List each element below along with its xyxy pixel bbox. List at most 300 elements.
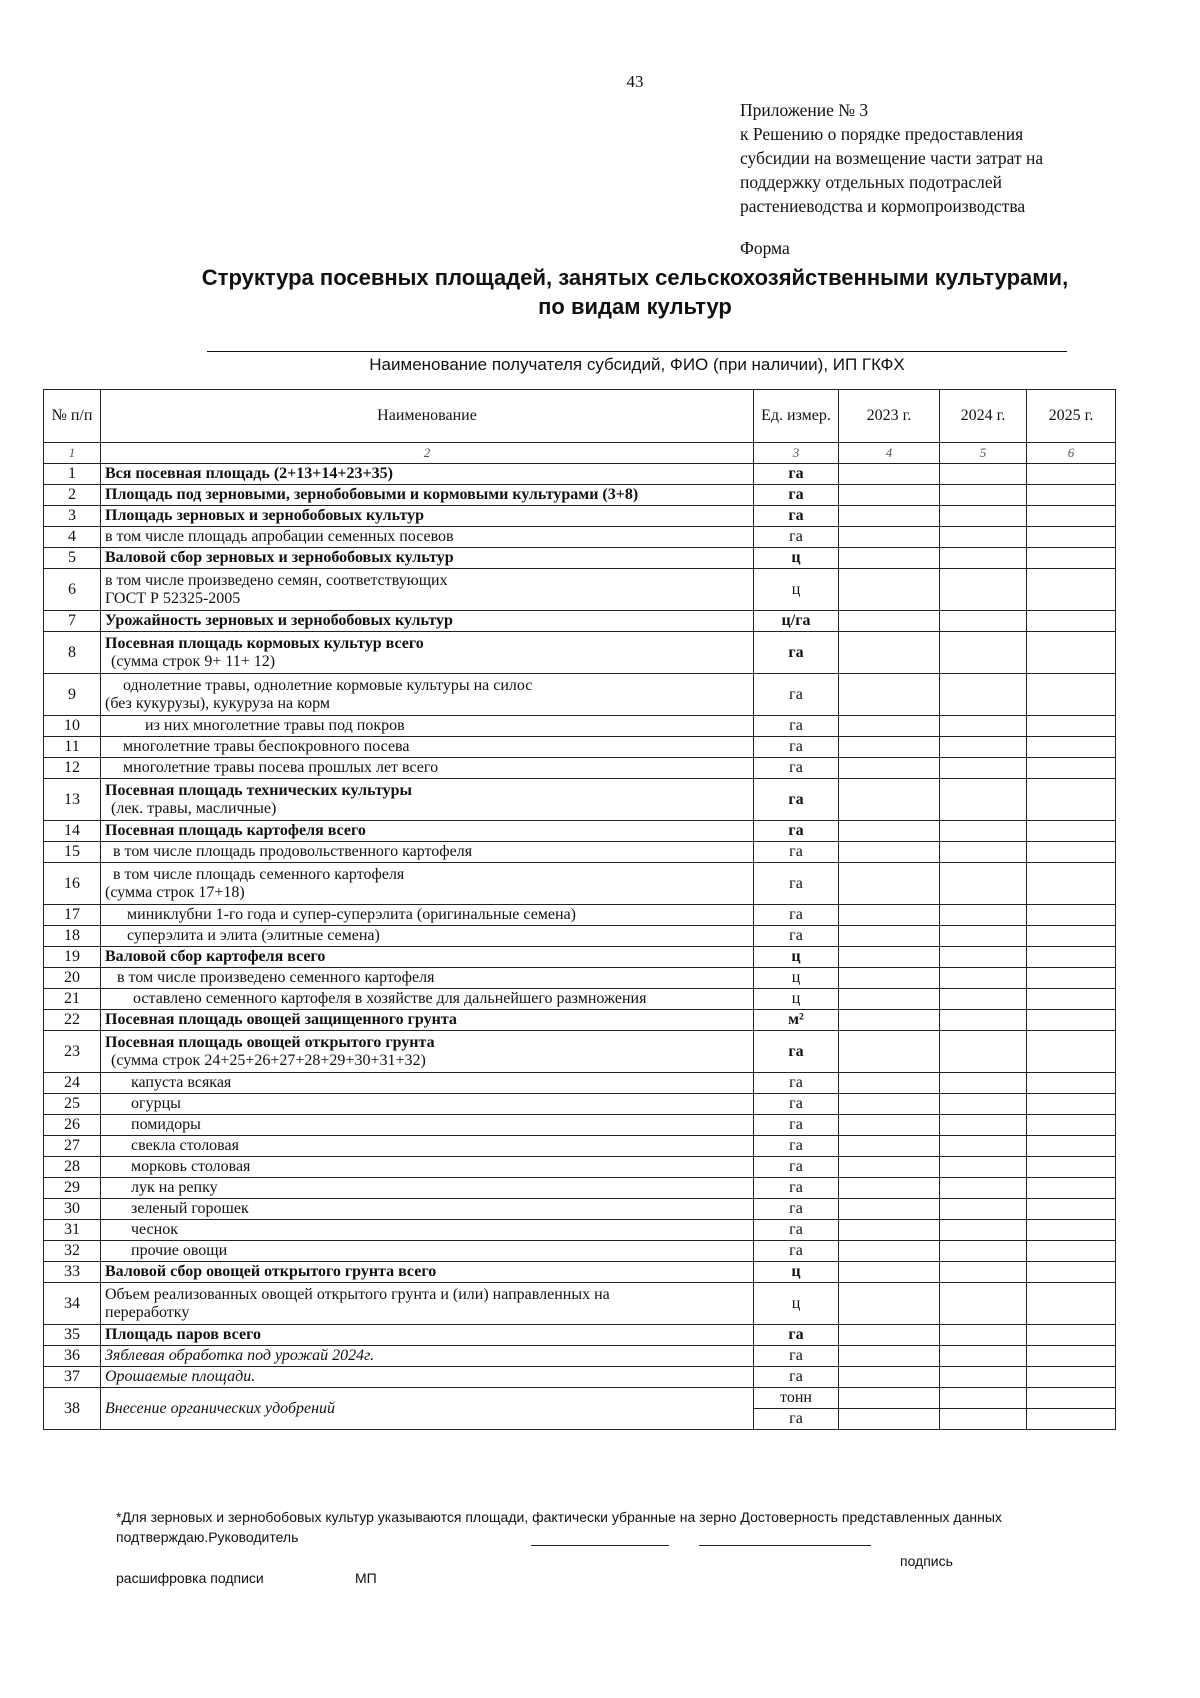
value-cell-2024[interactable] bbox=[940, 716, 1027, 737]
row-name: зеленый горошек bbox=[131, 1200, 249, 1217]
value-cell-2025[interactable] bbox=[1027, 1388, 1116, 1409]
row-name-cell bbox=[101, 758, 754, 779]
row-unit: га bbox=[754, 485, 839, 506]
value-cell-2025[interactable] bbox=[1027, 779, 1116, 821]
value-cell-2023[interactable] bbox=[839, 863, 940, 905]
value-cell-2023[interactable] bbox=[839, 1220, 940, 1241]
value-cell-2025[interactable] bbox=[1027, 506, 1116, 527]
value-cell-2025[interactable] bbox=[1027, 464, 1116, 485]
table-row bbox=[44, 926, 1116, 947]
column-number: 3 bbox=[754, 443, 839, 464]
value-cell-2023[interactable] bbox=[839, 737, 940, 758]
row-unit: га bbox=[754, 737, 839, 758]
value-cell-2023[interactable] bbox=[839, 926, 940, 947]
row-name: Посевная площадь картофеля всего bbox=[105, 822, 366, 839]
row-number: 21 bbox=[44, 989, 101, 1010]
header-2024: 2024 г. bbox=[940, 390, 1027, 443]
value-cell-2025[interactable] bbox=[1027, 569, 1116, 611]
row-name: лук на репку bbox=[131, 1179, 218, 1196]
value-cell-2024[interactable] bbox=[940, 632, 1027, 674]
row-name-cell bbox=[101, 1262, 754, 1283]
sown-areas-table bbox=[43, 389, 1116, 1430]
row-name-cell bbox=[101, 1010, 754, 1031]
table-row bbox=[44, 1094, 1116, 1115]
row-unit: га bbox=[754, 1136, 839, 1157]
value-cell-2025[interactable] bbox=[1027, 1367, 1116, 1388]
value-cell-2023[interactable] bbox=[839, 1409, 940, 1430]
row-name: помидоры bbox=[131, 1116, 201, 1133]
value-cell-2024[interactable] bbox=[940, 1241, 1027, 1262]
value-cell-2024[interactable] bbox=[940, 548, 1027, 569]
row-number: 19 bbox=[44, 947, 101, 968]
value-cell-2023[interactable] bbox=[839, 716, 940, 737]
header-2023: 2023 г. bbox=[839, 390, 940, 443]
value-cell-2023[interactable] bbox=[839, 1136, 940, 1157]
row-number: 25 bbox=[44, 1094, 101, 1115]
value-cell-2023[interactable] bbox=[839, 1157, 940, 1178]
table-row bbox=[44, 821, 1116, 842]
row-number: 33 bbox=[44, 1262, 101, 1283]
row-number: 11 bbox=[44, 737, 101, 758]
value-cell-2025[interactable] bbox=[1027, 842, 1116, 863]
value-cell-2024[interactable] bbox=[940, 779, 1027, 821]
header-no: № п/п bbox=[44, 390, 101, 443]
column-number: 4 bbox=[839, 443, 940, 464]
row-number: 12 bbox=[44, 758, 101, 779]
value-cell-2024[interactable] bbox=[940, 1346, 1027, 1367]
table-row bbox=[44, 569, 1116, 611]
value-cell-2024[interactable] bbox=[940, 569, 1027, 611]
table-row bbox=[44, 632, 1116, 674]
table-row bbox=[44, 1073, 1116, 1094]
row-unit: га bbox=[754, 527, 839, 548]
row-number: 34 bbox=[44, 1283, 101, 1325]
value-cell-2025[interactable] bbox=[1027, 737, 1116, 758]
table-row bbox=[44, 464, 1116, 485]
table-row bbox=[44, 1346, 1116, 1367]
value-cell-2025[interactable] bbox=[1027, 968, 1116, 989]
value-cell-2024[interactable] bbox=[940, 506, 1027, 527]
value-cell-2024[interactable] bbox=[940, 863, 1027, 905]
row-name: морковь столовая bbox=[131, 1158, 251, 1175]
row-name: Валовой сбор зерновых и зернобобовых культур bbox=[105, 549, 454, 566]
value-cell-2023[interactable] bbox=[839, 1094, 940, 1115]
header-2025: 2025 г. bbox=[1027, 390, 1116, 443]
row-name: в том числе произведено семян, соответствующих bbox=[105, 571, 448, 589]
row-name-cell bbox=[101, 737, 754, 758]
value-cell-2025[interactable] bbox=[1027, 1115, 1116, 1136]
table-row bbox=[44, 1199, 1116, 1220]
row-unit: га bbox=[754, 926, 839, 947]
row-unit: га bbox=[754, 1346, 839, 1367]
row-name: Посевная площадь овощей открытого грунта bbox=[105, 1033, 435, 1051]
row-unit: ц bbox=[754, 947, 839, 968]
row-name-cell bbox=[101, 779, 754, 821]
value-cell-2025[interactable] bbox=[1027, 1178, 1116, 1199]
value-cell-2023[interactable] bbox=[839, 1241, 940, 1262]
row-number: 28 bbox=[44, 1157, 101, 1178]
table-row bbox=[44, 485, 1116, 506]
row-number: 27 bbox=[44, 1136, 101, 1157]
value-cell-2023[interactable] bbox=[839, 548, 940, 569]
value-cell-2024[interactable] bbox=[940, 821, 1027, 842]
row-number: 17 bbox=[44, 905, 101, 926]
row-name-cell bbox=[101, 1346, 754, 1367]
row-name: в том числе площадь апробации семенных посевов bbox=[105, 528, 454, 545]
row-number: 24 bbox=[44, 1073, 101, 1094]
row-number: 30 bbox=[44, 1199, 101, 1220]
row-name: Площадь паров всего bbox=[105, 1326, 261, 1343]
row-unit: га bbox=[754, 1241, 839, 1262]
value-cell-2025[interactable] bbox=[1027, 1157, 1116, 1178]
row-unit: ц bbox=[754, 989, 839, 1010]
value-cell-2025[interactable] bbox=[1027, 1241, 1116, 1262]
row-name: Валовой сбор картофеля всего bbox=[105, 948, 326, 965]
row-name-cell bbox=[101, 611, 754, 632]
table-row bbox=[44, 716, 1116, 737]
row-name: прочие овощи bbox=[131, 1242, 228, 1259]
row-name: огурцы bbox=[131, 1095, 181, 1112]
value-cell-2025[interactable] bbox=[1027, 905, 1116, 926]
row-name: однолетние травы, однолетние кормовые культуры на силос bbox=[123, 676, 533, 694]
table-row bbox=[44, 989, 1116, 1010]
table-row bbox=[44, 1388, 1116, 1409]
row-name-continued: (лек. травы, масличные) bbox=[111, 799, 277, 817]
row-number: 37 bbox=[44, 1367, 101, 1388]
value-cell-2023[interactable] bbox=[839, 1346, 940, 1367]
column-number: 5 bbox=[940, 443, 1027, 464]
value-cell-2025[interactable] bbox=[1027, 1031, 1116, 1073]
row-number: 23 bbox=[44, 1031, 101, 1073]
value-cell-2024[interactable] bbox=[940, 905, 1027, 926]
row-name-cell bbox=[101, 905, 754, 926]
row-unit: га bbox=[754, 1094, 839, 1115]
value-cell-2023[interactable] bbox=[839, 905, 940, 926]
row-name-continued: переработку bbox=[105, 1303, 190, 1321]
signature-label: подпись bbox=[900, 1553, 953, 1569]
row-name: Вся посевная площадь (2+13+14+23+35) bbox=[105, 465, 393, 482]
row-name-cell bbox=[101, 947, 754, 968]
value-cell-2024[interactable] bbox=[940, 1409, 1027, 1430]
value-cell-2023[interactable] bbox=[839, 1073, 940, 1094]
row-name-cell bbox=[101, 1094, 754, 1115]
column-number: 1 bbox=[44, 443, 101, 464]
row-unit: га bbox=[754, 1073, 839, 1094]
table-row bbox=[44, 968, 1116, 989]
row-unit: га bbox=[754, 1115, 839, 1136]
value-cell-2023[interactable] bbox=[839, 1388, 940, 1409]
row-number: 26 bbox=[44, 1115, 101, 1136]
row-number: 2 bbox=[44, 485, 101, 506]
row-name-cell bbox=[101, 926, 754, 947]
row-number: 36 bbox=[44, 1346, 101, 1367]
value-cell-2025[interactable] bbox=[1027, 674, 1116, 716]
row-unit: га bbox=[754, 821, 839, 842]
value-cell-2024[interactable] bbox=[940, 1010, 1027, 1031]
value-cell-2024[interactable] bbox=[940, 1220, 1027, 1241]
table-row bbox=[44, 905, 1116, 926]
row-name-cell bbox=[101, 1367, 754, 1388]
value-cell-2024[interactable] bbox=[940, 926, 1027, 947]
table-row bbox=[44, 1367, 1116, 1388]
row-unit: га bbox=[754, 1409, 839, 1430]
value-cell-2025[interactable] bbox=[1027, 527, 1116, 548]
table-row bbox=[44, 1115, 1116, 1136]
row-name-continued: (сумма строк 9+ 11+ 12) bbox=[111, 652, 276, 670]
value-cell-2025[interactable] bbox=[1027, 758, 1116, 779]
row-name-cell bbox=[101, 1199, 754, 1220]
row-unit: га bbox=[754, 716, 839, 737]
value-cell-2023[interactable] bbox=[839, 1199, 940, 1220]
row-unit: га bbox=[754, 1031, 839, 1073]
value-cell-2024[interactable] bbox=[940, 1262, 1027, 1283]
table-row bbox=[44, 758, 1116, 779]
value-cell-2023[interactable] bbox=[839, 758, 940, 779]
row-name: Урожайность зерновых и зернобобовых культур bbox=[105, 612, 453, 629]
row-name: многолетние травы беспокровного посева bbox=[123, 738, 410, 755]
table-row bbox=[44, 506, 1116, 527]
value-cell-2023[interactable] bbox=[839, 674, 940, 716]
value-cell-2025[interactable] bbox=[1027, 716, 1116, 737]
row-name: оставлено семенного картофеля в хозяйстве для дальнейшего размножения bbox=[133, 990, 647, 1007]
row-name-cell bbox=[101, 863, 754, 905]
value-cell-2025[interactable] bbox=[1027, 1094, 1116, 1115]
value-cell-2025[interactable] bbox=[1027, 632, 1116, 674]
table-row bbox=[44, 1220, 1116, 1241]
table-row bbox=[44, 1262, 1116, 1283]
value-cell-2023[interactable] bbox=[839, 779, 940, 821]
value-cell-2023[interactable] bbox=[839, 464, 940, 485]
row-name-cell bbox=[101, 1220, 754, 1241]
value-cell-2023[interactable] bbox=[839, 527, 940, 548]
row-name-cell bbox=[101, 674, 754, 716]
row-name-cell bbox=[101, 485, 754, 506]
table-row bbox=[44, 779, 1116, 821]
row-name: Посевная площадь кормовых культур всего bbox=[105, 634, 424, 652]
table-row bbox=[44, 1325, 1116, 1346]
value-cell-2025[interactable] bbox=[1027, 1136, 1116, 1157]
value-cell-2023[interactable] bbox=[839, 506, 940, 527]
row-name-cell bbox=[101, 821, 754, 842]
row-name: в том числе площадь семенного картофеля bbox=[113, 865, 405, 883]
value-cell-2025[interactable] bbox=[1027, 1220, 1116, 1241]
signature-decode-line[interactable] bbox=[699, 1545, 871, 1546]
row-name: Посевная площадь овощей защищенного грунта bbox=[105, 1011, 457, 1028]
row-name-cell bbox=[101, 1115, 754, 1136]
row-number: 35 bbox=[44, 1325, 101, 1346]
row-unit: ц bbox=[754, 1283, 839, 1325]
value-cell-2025[interactable] bbox=[1027, 989, 1116, 1010]
value-cell-2024[interactable] bbox=[940, 485, 1027, 506]
recipient-input-line[interactable] bbox=[207, 351, 1067, 352]
row-number: 22 bbox=[44, 1010, 101, 1031]
appendix-line: растениеводства и кормопроизводства bbox=[740, 196, 1026, 216]
row-number: 20 bbox=[44, 968, 101, 989]
value-cell-2024[interactable] bbox=[940, 611, 1027, 632]
row-unit: га bbox=[754, 674, 839, 716]
value-cell-2024[interactable] bbox=[940, 464, 1027, 485]
value-cell-2024[interactable] bbox=[940, 1178, 1027, 1199]
table-row bbox=[44, 1241, 1116, 1262]
row-name-cell bbox=[101, 716, 754, 737]
row-name-cell bbox=[101, 989, 754, 1010]
row-name-cell bbox=[101, 1157, 754, 1178]
value-cell-2025[interactable] bbox=[1027, 1199, 1116, 1220]
value-cell-2025[interactable] bbox=[1027, 1409, 1116, 1430]
table-row bbox=[44, 1178, 1116, 1199]
row-number: 3 bbox=[44, 506, 101, 527]
page-number: 43 bbox=[626, 72, 644, 91]
value-cell-2023[interactable] bbox=[839, 968, 940, 989]
value-cell-2023[interactable] bbox=[839, 1178, 940, 1199]
row-unit: га bbox=[754, 863, 839, 905]
row-number: 29 bbox=[44, 1178, 101, 1199]
signature-decode-label: расшифровка подписи bbox=[116, 1570, 264, 1586]
value-cell-2023[interactable] bbox=[839, 1283, 940, 1325]
row-name: Зяблевая обработка под урожай 2024г. bbox=[105, 1347, 375, 1364]
row-unit: га bbox=[754, 758, 839, 779]
row-name: капуста всякая bbox=[131, 1074, 232, 1091]
stamp-label: МП bbox=[355, 1570, 377, 1586]
value-cell-2024[interactable] bbox=[940, 1115, 1027, 1136]
row-number: 9 bbox=[44, 674, 101, 716]
value-cell-2023[interactable] bbox=[839, 989, 940, 1010]
value-cell-2023[interactable] bbox=[839, 842, 940, 863]
value-cell-2023[interactable] bbox=[839, 947, 940, 968]
value-cell-2024[interactable] bbox=[940, 1031, 1027, 1073]
row-number: 14 bbox=[44, 821, 101, 842]
row-unit: га bbox=[754, 632, 839, 674]
table-row bbox=[44, 1283, 1116, 1325]
row-unit: га bbox=[754, 905, 839, 926]
row-number: 8 bbox=[44, 632, 101, 674]
value-cell-2025[interactable] bbox=[1027, 485, 1116, 506]
row-name: многолетние травы посева прошлых лет всего bbox=[123, 759, 439, 776]
row-number: 6 bbox=[44, 569, 101, 611]
row-name-cell bbox=[101, 1241, 754, 1262]
value-cell-2024[interactable] bbox=[940, 674, 1027, 716]
value-cell-2025[interactable] bbox=[1027, 1010, 1116, 1031]
value-cell-2025[interactable] bbox=[1027, 1325, 1116, 1346]
value-cell-2025[interactable] bbox=[1027, 611, 1116, 632]
value-cell-2024[interactable] bbox=[940, 1325, 1027, 1346]
value-cell-2024[interactable] bbox=[940, 1094, 1027, 1115]
row-number: 4 bbox=[44, 527, 101, 548]
value-cell-2025[interactable] bbox=[1027, 1262, 1116, 1283]
table-row bbox=[44, 1136, 1116, 1157]
value-cell-2024[interactable] bbox=[940, 989, 1027, 1010]
row-unit: ц bbox=[754, 569, 839, 611]
value-cell-2023[interactable] bbox=[839, 485, 940, 506]
value-cell-2023[interactable] bbox=[839, 1010, 940, 1031]
value-cell-2023[interactable] bbox=[839, 611, 940, 632]
value-cell-2025[interactable] bbox=[1027, 1346, 1116, 1367]
row-unit: га bbox=[754, 779, 839, 821]
value-cell-2023[interactable] bbox=[839, 632, 940, 674]
row-number: 7 bbox=[44, 611, 101, 632]
value-cell-2023[interactable] bbox=[839, 821, 940, 842]
value-cell-2023[interactable] bbox=[839, 569, 940, 611]
row-number: 16 bbox=[44, 863, 101, 905]
value-cell-2024[interactable] bbox=[940, 1073, 1027, 1094]
value-cell-2024[interactable] bbox=[940, 527, 1027, 548]
value-cell-2023[interactable] bbox=[839, 1115, 940, 1136]
table-row bbox=[44, 611, 1116, 632]
row-name-continued: (без кукурузы), кукуруза на корм bbox=[105, 694, 330, 712]
value-cell-2025[interactable] bbox=[1027, 926, 1116, 947]
form-label: Форма bbox=[740, 238, 790, 258]
row-unit: га bbox=[754, 1157, 839, 1178]
row-unit: га bbox=[754, 1178, 839, 1199]
signature-line[interactable] bbox=[531, 1545, 669, 1546]
row-unit: ц bbox=[754, 548, 839, 569]
title-line: по видам культур bbox=[538, 294, 732, 319]
row-name-cell bbox=[101, 1136, 754, 1157]
column-number: 6 bbox=[1027, 443, 1116, 464]
row-name: Валовой сбор овощей открытого грунта всего bbox=[105, 1263, 437, 1280]
value-cell-2023[interactable] bbox=[839, 1325, 940, 1346]
row-name-cell bbox=[101, 1283, 754, 1325]
row-name-cell bbox=[101, 1031, 754, 1073]
row-name-cell bbox=[101, 506, 754, 527]
value-cell-2025[interactable] bbox=[1027, 1073, 1116, 1094]
value-cell-2024[interactable] bbox=[940, 947, 1027, 968]
value-cell-2024[interactable] bbox=[940, 737, 1027, 758]
row-name: свекла столовая bbox=[131, 1137, 239, 1154]
row-number: 10 bbox=[44, 716, 101, 737]
value-cell-2023[interactable] bbox=[839, 1367, 940, 1388]
row-name: миниклубни 1-го года и супер-суперэлита (оригинальные семена) bbox=[127, 906, 577, 923]
row-name: Орошаемые площади. bbox=[105, 1368, 256, 1385]
table-row bbox=[44, 1157, 1116, 1178]
row-number: 5 bbox=[44, 548, 101, 569]
row-unit: га bbox=[754, 464, 839, 485]
value-cell-2024[interactable] bbox=[940, 758, 1027, 779]
row-name-cell bbox=[101, 1073, 754, 1094]
table-row bbox=[44, 674, 1116, 716]
row-number: 31 bbox=[44, 1220, 101, 1241]
value-cell-2024[interactable] bbox=[940, 968, 1027, 989]
value-cell-2024[interactable] bbox=[940, 842, 1027, 863]
value-cell-2025[interactable] bbox=[1027, 947, 1116, 968]
value-cell-2024[interactable] bbox=[940, 1157, 1027, 1178]
row-name-continued: (сумма строк 24+25+26+27+28+29+30+31+32) bbox=[111, 1051, 426, 1069]
row-unit: ц bbox=[754, 968, 839, 989]
row-number: 1 bbox=[44, 464, 101, 485]
row-number: 38 bbox=[44, 1388, 101, 1430]
column-number-row bbox=[44, 443, 1116, 464]
value-cell-2025[interactable] bbox=[1027, 1283, 1116, 1325]
row-name: в том числе площадь продовольственного картофеля bbox=[113, 843, 473, 860]
row-name: в том числе произведено семенного картофеля bbox=[117, 969, 435, 986]
row-unit: м² bbox=[754, 1010, 839, 1031]
row-name-cell bbox=[101, 632, 754, 674]
value-cell-2024[interactable] bbox=[940, 1367, 1027, 1388]
value-cell-2025[interactable] bbox=[1027, 821, 1116, 842]
row-unit: тонн bbox=[754, 1388, 839, 1409]
row-name-cell bbox=[101, 464, 754, 485]
value-cell-2024[interactable] bbox=[940, 1388, 1027, 1409]
value-cell-2024[interactable] bbox=[940, 1283, 1027, 1325]
value-cell-2023[interactable] bbox=[839, 1262, 940, 1283]
value-cell-2024[interactable] bbox=[940, 1199, 1027, 1220]
value-cell-2025[interactable] bbox=[1027, 548, 1116, 569]
row-number: 13 bbox=[44, 779, 101, 821]
value-cell-2025[interactable] bbox=[1027, 863, 1116, 905]
value-cell-2023[interactable] bbox=[839, 1031, 940, 1073]
appendix-block bbox=[740, 98, 1043, 218]
value-cell-2024[interactable] bbox=[940, 1136, 1027, 1157]
